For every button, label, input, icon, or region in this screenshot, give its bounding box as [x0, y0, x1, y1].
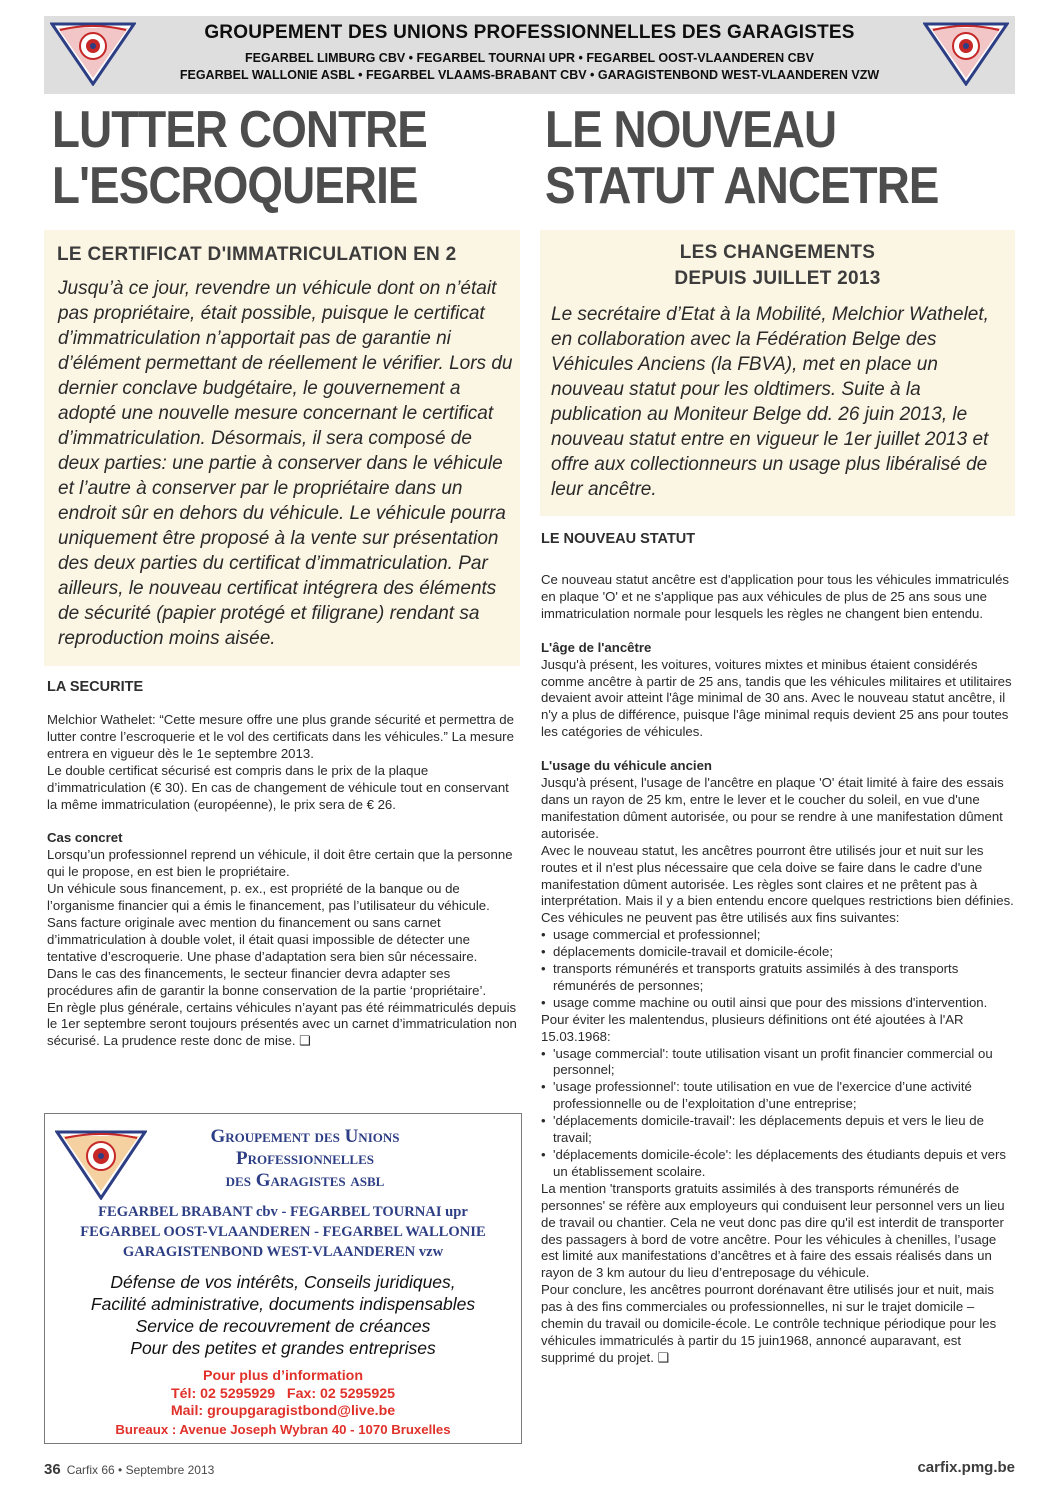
- ad-title: [155, 1126, 455, 1192]
- footer-site-link[interactable]: carfix.pmg.be: [917, 1459, 1015, 1476]
- left-headline-line-1: LUTTER CONTRE: [52, 101, 427, 159]
- left-body: [47, 712, 519, 1050]
- list-item: • déplacements domicile-travail et domicile-école;: [541, 944, 1015, 961]
- ad-member-line: FEGARBEL BRABANT cbv - FEGARBEL TOURNAI upr: [98, 1204, 468, 1220]
- right-body: [541, 572, 1015, 1367]
- security-paragraph: Melchior Wathelet: “Cette mesure offre une plus grande sécurité et permettra de lutter contre l’escroquerie et le vol des certificats dans les véhicules.” La mesure entrera en vigueur dès le 1e septembre 2013.: [47, 712, 514, 761]
- usage-heading: L'usage du véhicule ancien: [541, 758, 712, 774]
- definitions-intro: Pour éviter les malentendus, plusieurs définitions ont été ajoutées à l'AR 15.03.1968:: [541, 1011, 964, 1044]
- case-paragraph: Dans le cas des financements, le secteur financier devra adapter ses procédures afin de garantir la bonne conservation de la partie ‘propriétaire’.: [47, 965, 487, 998]
- case-paragraph: Lorsqu’un professionnel reprend un véhicule, il doit être certain que la personne qui le propose, en est bien le propriétaire.: [47, 847, 513, 880]
- left-headline: [52, 102, 427, 214]
- left-intro-heading: LE CERTIFICAT D'IMMATRICULATION EN 2: [57, 244, 457, 265]
- ad-contact-heading: Pour plus d’information: [203, 1368, 363, 1384]
- ad-service-line: Service de recouvrement de créances: [135, 1316, 431, 1336]
- ad-title-line-2: Professionnelles: [235, 1148, 375, 1169]
- left-intro-box: [44, 230, 520, 666]
- right-headline: [545, 102, 939, 214]
- right-headline-line-1: LE NOUVEAU: [545, 101, 837, 159]
- issue-label: Carfix 66 • Septembre 2013: [66, 1463, 215, 1477]
- list-item: • 'usage professionnel': toute utilisation en vue de l'exercice d’une activité professionnelle ou de l’exploitation d’une entreprise;: [541, 1079, 1015, 1113]
- right-intro-text: Le secrétaire d’Etat à la Mobilité, Melchior Wathelet, en collaboration avec la Fédération Belge des Véhicules Anciens (la FBVA), met en place un nouveau statut pour les oldtimers. Suite à la publication au Moniteur Belge dd. 26 juin 2013, le nouveau statut entre en vigueur le 1er juillet 2013 et offre aux collectionneurs un usage plus libéralisé de leur ancêtre.: [551, 304, 989, 500]
- ad-contact-phones: Tél: 02 5295929 Fax: 02 5295925: [170, 1385, 395, 1402]
- closing-paragraph: Pour conclure, les ancêtres pourront dorénavant être utilisés jour et nuit, mais pas à des fins commerciales ou professionnelles, ni sur le trajet domicile – chemin du travail ou domicile-école. Le contrôle technique périodique pour les véhicules immatriculés à partir du 15 juin1968, annoncé auparavant, est supprimé du projet. ❑: [541, 1282, 997, 1365]
- ad-title-line-3: des Garagistes asbl: [225, 1170, 385, 1191]
- ad-contact: [55, 1368, 511, 1438]
- left-intro-text: Jusqu’à ce jour, revendre un véhicule dont on n’était pas propriétaire, était possible, puisque le certificat d’immatriculation n’apportait pas de garantie ni d’élément permettant de réellement le vérifier. Lors du dernier conclave budgétaire, le gouvernement a adopté une nouvelle mesure concernant le certificat d’immatriculation. Désormais, il sera composé de deux parties: une partie à conserver dans le véhicule et l’autre à conserver par le propriétaire dans un endroit sûr en dehors du véhicule. Le véhicule pourra uniquement être proposé à la vente sur présentation des deux parties du certificat d’immatriculation. Par ailleurs, le nouveau certificat intégrera des éléments de sécurité (papier protégé et filigrane) rendant sa reproduction moins aisée.: [58, 278, 513, 649]
- fegarbel-logo-icon: [50, 20, 136, 86]
- page-number: 36: [44, 1461, 61, 1478]
- ad-title-line-1: Groupement des Unions: [210, 1126, 400, 1147]
- fegarbel-logo-icon: [923, 20, 1009, 86]
- ad-member-line: GARAGISTENBOND WEST-VLAANDEREN vzw: [122, 1244, 444, 1260]
- usage-restrictions-list: [541, 927, 1015, 1012]
- usage-paragraph: Avec le nouveau statut, les ancêtres pourront être utilisés jour et nuit sur les routes et il n'est plus nécessaire que cela doive se faire dans le cadre d'une manifestation dûment autorisée. Les règles sont claires et ne prêtent pas à interprétation. Mais il y a bien entendu encore quelques restrictions bien définies. Ces véhicules ne peuvent pas être utilisés aux fins suivantes:: [541, 842, 1014, 926]
- closing-paragraph: La mention 'transports gratuits assimilés à des transports rémunérés de personnes' se réfère aux employeurs qui conduisent leur personnel vers un lieu de travail ou chantier. Cela ne veut donc pas dire qu'il est interdit de transporter des passagers à bord de votre ancêtre. Pour les véhicules à chenilles, l’usage est limité aux manifestations d’ancêtres et à faire des essais réalisés dans un rayon de 3 km autour du lieu d’entreposage du véhicule.: [541, 1180, 1005, 1281]
- right-intro-box: [540, 230, 1015, 516]
- case-paragraph: En règle plus générale, certains véhicules n’ayant pas été réimmatriculés depuis le 1er septembre seront toujours présentés avec un carnet d’immatriculation non sécurisé. La prudence reste donc de mise. ❑: [47, 999, 517, 1049]
- security-paragraph: Le double certificat sécurisé est compris dans le prix de la plaque d’immatriculation (€ 30). En cas de changement de véhicule tout en conservant la même immatriculation (européenne), le prix sera de € 26.: [47, 762, 509, 812]
- ad-contact-mail[interactable]: Mail: groupgaragistbond@live.be: [170, 1403, 396, 1419]
- case-paragraph: Un véhicule sous financement, p. ex., est propriété de la banque ou de l’organisme financier qui a émis le financement, pas l’utilisateur du véhicule. Sans facture originale avec mention du financement ou sans carnet d’immatriculation à double volet, il était quasi impossible de détecter une tentative d’escroquerie. Une phase d’adaptation sera bien sûr nécessaire.: [47, 881, 490, 964]
- ad-services: [55, 1271, 511, 1359]
- left-headline-line-2: L'ESCROQUERIE: [52, 157, 418, 215]
- list-item: • usage comme machine ou outil ainsi que pour des missions d'intervention.: [541, 995, 1015, 1012]
- ad-service-line: Facilité administrative, documents indispensables: [90, 1294, 476, 1314]
- right-intro-heading: [540, 240, 1015, 292]
- header-text: [144, 22, 915, 84]
- age-heading: L'âge de l'ancêtre: [541, 639, 652, 655]
- usage-paragraph: Jusqu'à présent, l'usage de l'ancêtre en plaque 'O' était limité à faire des essais dans un rayon de 25 km, entre le lever et le coucher du soleil, en vue d'une manifestation dûment autorisée, ou pour se rendre à une manifestation dûment autorisée.: [541, 775, 1004, 841]
- header-title: GROUPEMENT DES UNIONS PROFESSIONNELLES DES GARAGISTES: [204, 22, 855, 43]
- header-banner: [44, 16, 1015, 94]
- ad-service-line: Défense de vos intérêts, Conseils juridiques,: [110, 1272, 456, 1292]
- list-item: • 'usage commercial': toute utilisation visant un profit financier commercial ou personnel;: [541, 1046, 1015, 1080]
- age-paragraph: Jusqu'à présent, les voitures, voitures mixtes et minibus étaient considérés comme ancêtre à partir de 25 ans, tandis que les véhicules militaires et utilitaires devaient avoir atteint l'âge minimal de 30 ans. Avec le nouveau statut ancêtre, il n'y a plus de différence, puisque l'âge minimal requis devient 25 ans pour toutes les catégories de véhicules.: [541, 656, 1012, 740]
- list-item: • 'déplacements domicile-école': les déplacements des étudiants depuis et vers un établissement scolaire.: [541, 1147, 1015, 1181]
- footer-issue: [44, 1461, 214, 1478]
- ad-service-line: Pour des petites et grandes entreprises: [130, 1338, 436, 1358]
- security-heading: LA SECURITE: [47, 679, 144, 695]
- header-members-line-1: FEGARBEL LIMBURG CBV • FEGARBEL TOURNAI UPR • FEGARBEL OOST-VLAANDEREN CBV: [245, 51, 814, 65]
- list-item: • transports rémunérés et transports gratuits assimilés à des transports rémunérés de personnes;: [541, 961, 1015, 995]
- definitions-list: [541, 1046, 1015, 1181]
- groupement-logo-icon: [55, 1128, 147, 1200]
- right-intro-heading-line-2: DEPUIS JUILLET 2013: [674, 268, 881, 289]
- statut-paragraph: Ce nouveau statut ancêtre est d'application pour tous les véhicules immatriculés en plaque 'O' et ne s'applique pas aux véhicules de plus de 25 ans sous une immatriculation normale pour lesquels les règles ne changent bien entendu.: [541, 572, 1009, 621]
- right-headline-line-2: STATUT ANCETRE: [545, 157, 939, 215]
- ad-members: [65, 1202, 501, 1262]
- advertisement-box: [44, 1113, 522, 1444]
- new-status-heading: LE NOUVEAU STATUT: [541, 531, 696, 547]
- ad-contact-address: Bureaux : Avenue Joseph Wybran 40 - 1070 Bruxelles: [115, 1421, 451, 1437]
- header-members-line-2: FEGARBEL WALLONIE ASBL • FEGARBEL VLAAMS-BRABANT CBV • GARAGISTENBOND WEST-VLAANDEREN VZW: [179, 68, 880, 82]
- right-intro-heading-line-1: LES CHANGEMENTS: [679, 242, 876, 263]
- ad-member-line: FEGARBEL OOST-VLAANDEREN - FEGARBEL WALLONIE: [80, 1224, 486, 1240]
- case-heading: Cas concret: [47, 830, 123, 846]
- list-item: • usage commercial et professionnel;: [541, 927, 1015, 944]
- list-item: • 'déplacements domicile-travail': les déplacements depuis et vers le lieu de travail;: [541, 1113, 1015, 1147]
